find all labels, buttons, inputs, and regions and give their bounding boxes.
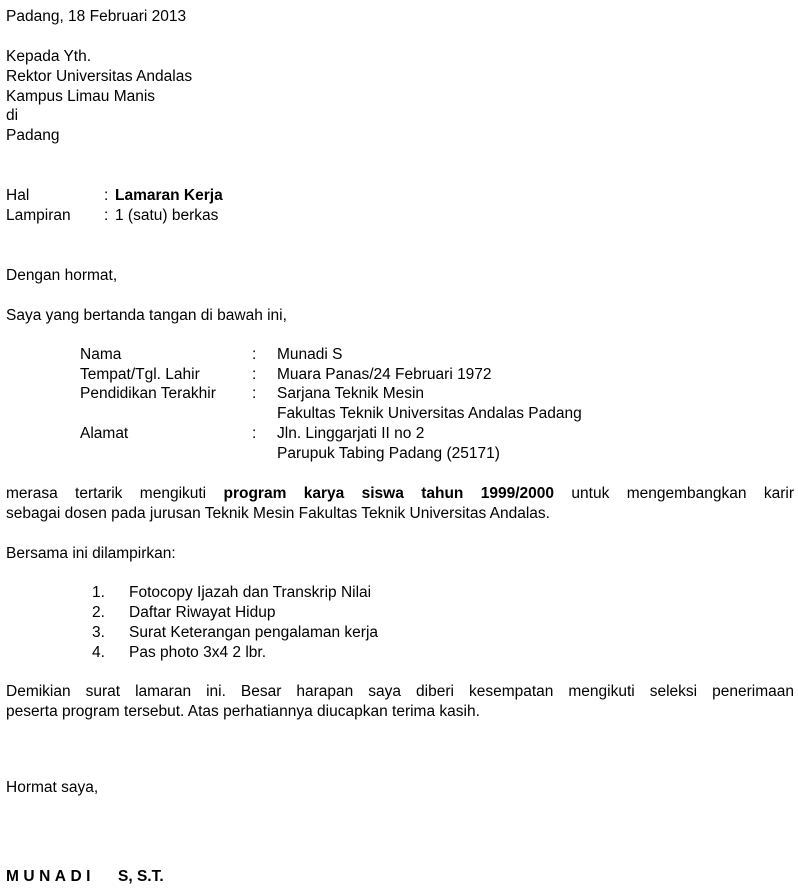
greeting: Dengan hormat, bbox=[6, 267, 118, 284]
pendidikan-label: Pendidikan Terakhir bbox=[80, 385, 216, 402]
nama-value: Munadi S bbox=[277, 346, 343, 363]
closing-paragraph-line-2: peserta program tersebut. Atas perhatiannya diucapkan terima kasih. bbox=[6, 703, 480, 720]
intro-text: Saya yang bertanda tangan di bawah ini, bbox=[6, 307, 287, 324]
closing-paragraph-line-1: Demikian surat lamaran ini. Besar harapan saya diberi kesempatan mengikuti seleksi penerimaan bbox=[6, 683, 794, 700]
hal-label: Hal bbox=[6, 187, 30, 204]
recipient-line-3: Kampus Limau Manis bbox=[6, 88, 156, 105]
attachment-text: Fotocopy Ijazah dan Transkrip Nilai bbox=[129, 584, 372, 601]
nama-label: Nama bbox=[80, 346, 122, 363]
attachments-intro: Bersama ini dilampirkan: bbox=[6, 545, 176, 562]
attachment-text: Daftar Riwayat Hidup bbox=[129, 604, 276, 621]
attachment-number: 4. bbox=[92, 644, 105, 661]
pendidikan-colon: : bbox=[252, 385, 257, 402]
nama-colon: : bbox=[252, 346, 257, 363]
alamat-label: Alamat bbox=[80, 425, 129, 442]
lampiran-label: Lampiran bbox=[6, 207, 71, 224]
recipient-line-4: di bbox=[6, 107, 19, 124]
ttl-value: Muara Panas/24 Februari 1972 bbox=[277, 366, 492, 383]
attachment-text: Surat Keterangan pengalaman kerja bbox=[129, 624, 379, 641]
attachment-number: 1. bbox=[92, 584, 105, 601]
date-line: Padang, 18 Februari 2013 bbox=[6, 8, 187, 25]
closing-paragraph bbox=[6, 682, 794, 722]
alamat-value-2: Parupuk Tabing Padang (25171) bbox=[277, 445, 500, 462]
pendidikan-value-1: Sarjana Teknik Mesin bbox=[277, 385, 425, 402]
hal-value: Lamaran Kerja bbox=[115, 187, 223, 204]
ttl-colon: : bbox=[252, 366, 257, 383]
body-paragraph-line-2: sebagai dosen pada jurusan Teknik Mesin Fakultas Teknik Universitas Andalas. bbox=[6, 505, 550, 522]
signature-title: S, S.T. bbox=[118, 868, 164, 885]
lampiran-value: 1 (satu) berkas bbox=[115, 207, 219, 224]
attachment-number: 2. bbox=[92, 604, 105, 621]
body-paragraph-line-1: merasa tertarik mengikuti program karya siswa tahun 1999/2000 untuk mengembangkan karir bbox=[6, 485, 794, 502]
signature-name: MUNADI bbox=[6, 868, 95, 885]
body-paragraph bbox=[6, 484, 794, 524]
pendidikan-value-2: Fakultas Teknik Universitas Andalas Padang bbox=[277, 405, 582, 422]
lampiran-separator: : bbox=[104, 207, 109, 224]
attachment-text: Pas photo 3x4 2 lbr. bbox=[129, 644, 267, 661]
recipient-line-5: Padang bbox=[6, 127, 60, 144]
attachment-number: 3. bbox=[92, 624, 105, 641]
alamat-colon: : bbox=[252, 425, 257, 442]
hal-separator: : bbox=[104, 187, 109, 204]
recipient-line-2: Rektor Universitas Andalas bbox=[6, 68, 193, 85]
ttl-label: Tempat/Tgl. Lahir bbox=[80, 366, 200, 383]
closing-salutation: Hormat saya, bbox=[6, 779, 99, 796]
alamat-value-1: Jln. Linggarjati II no 2 bbox=[277, 425, 425, 442]
recipient-line-1: Kepada Yth. bbox=[6, 48, 92, 65]
